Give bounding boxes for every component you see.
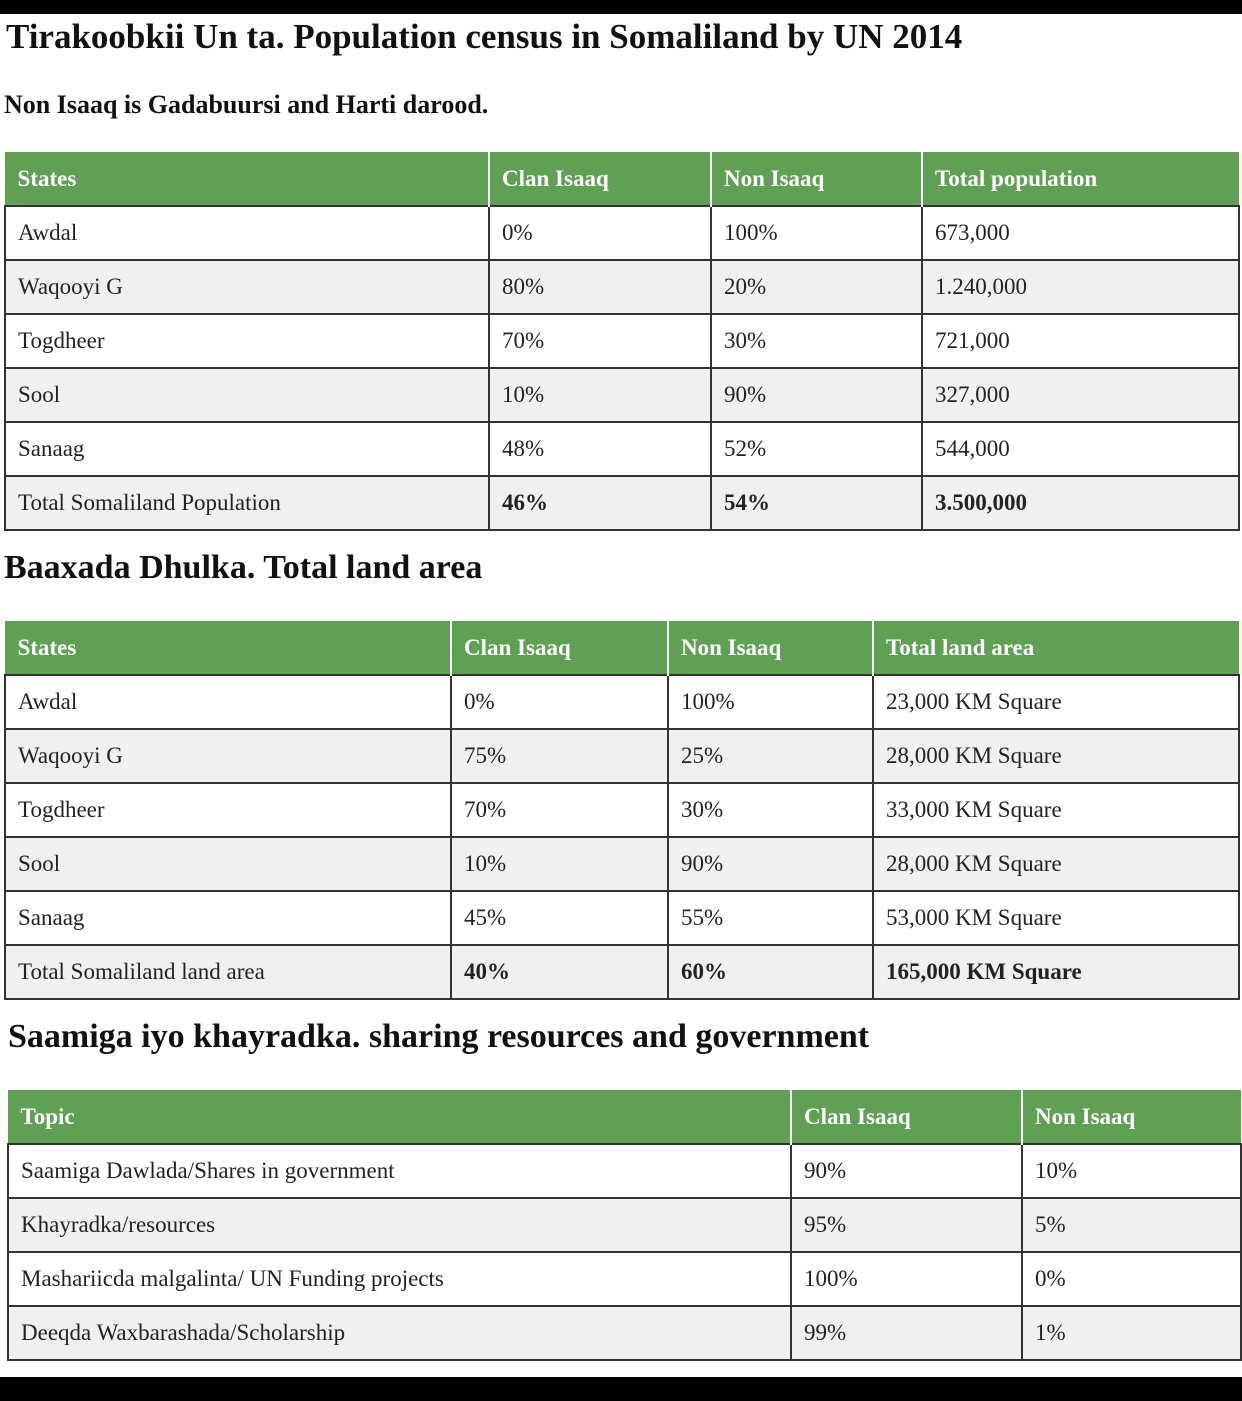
isaaq-cell: 80% bbox=[489, 260, 711, 314]
population-cell: 673,000 bbox=[922, 206, 1239, 260]
total-land-area-cell: 165,000 KM Square bbox=[873, 945, 1239, 999]
table-row bbox=[8, 1252, 1241, 1306]
total-row bbox=[5, 945, 1239, 999]
table-row bbox=[5, 729, 1239, 783]
population-cell: 544,000 bbox=[922, 422, 1239, 476]
population-cell: 721,000 bbox=[922, 314, 1239, 368]
table-row bbox=[5, 783, 1239, 837]
non-isaaq-cell: 5% bbox=[1022, 1198, 1241, 1252]
table-row bbox=[5, 260, 1239, 314]
table-row bbox=[5, 422, 1239, 476]
table-row bbox=[5, 206, 1239, 260]
population-table bbox=[4, 152, 1240, 531]
sharing-title: Saamiga iyo khayradka. sharing resources and government bbox=[8, 1018, 870, 1055]
total-isaaq-cell: 40% bbox=[451, 945, 668, 999]
table-row bbox=[5, 314, 1239, 368]
table-header-row bbox=[5, 153, 1239, 207]
table-row bbox=[5, 837, 1239, 891]
isaaq-cell: 90% bbox=[791, 1144, 1022, 1198]
state-cell: Waqooyi G bbox=[5, 729, 451, 783]
state-cell: Awdal bbox=[5, 675, 451, 729]
bottom-black-bar bbox=[0, 1377, 1242, 1401]
column-header: States bbox=[5, 153, 489, 207]
isaaq-cell: 45% bbox=[451, 891, 668, 945]
isaaq-cell: 95% bbox=[791, 1198, 1022, 1252]
isaaq-cell: 100% bbox=[791, 1252, 1022, 1306]
isaaq-cell: 10% bbox=[451, 837, 668, 891]
table-row bbox=[5, 891, 1239, 945]
topic-cell: Deeqda Waxbarashada/Scholarship bbox=[8, 1306, 791, 1360]
table-row bbox=[5, 368, 1239, 422]
land-area-cell: 28,000 KM Square bbox=[873, 837, 1239, 891]
table-row bbox=[8, 1306, 1241, 1360]
non-isaaq-cell: 90% bbox=[668, 837, 873, 891]
column-header: Total land area bbox=[873, 622, 1239, 676]
land-area-cell: 23,000 KM Square bbox=[873, 675, 1239, 729]
isaaq-cell: 70% bbox=[451, 783, 668, 837]
column-header: Clan Isaaq bbox=[791, 1091, 1022, 1145]
non-isaaq-cell: 55% bbox=[668, 891, 873, 945]
column-header: Total population bbox=[922, 153, 1239, 207]
table-row bbox=[8, 1198, 1241, 1252]
topic-cell: Khayradka/resources bbox=[8, 1198, 791, 1252]
column-header: Topic bbox=[8, 1091, 791, 1145]
table-row bbox=[5, 675, 1239, 729]
non-isaaq-cell: 100% bbox=[668, 675, 873, 729]
total-label-cell: Total Somaliland land area bbox=[5, 945, 451, 999]
non-isaaq-cell: 90% bbox=[711, 368, 922, 422]
isaaq-cell: 0% bbox=[451, 675, 668, 729]
column-header: Non Isaaq bbox=[668, 622, 873, 676]
land-area-cell: 28,000 KM Square bbox=[873, 729, 1239, 783]
topic-cell: Mashariicda malgalinta/ UN Funding projects bbox=[8, 1252, 791, 1306]
total-label-cell: Total Somaliland Population bbox=[5, 476, 489, 530]
state-cell: Togdheer bbox=[5, 314, 489, 368]
non-isaaq-cell: 30% bbox=[711, 314, 922, 368]
non-isaaq-cell: 20% bbox=[711, 260, 922, 314]
isaaq-cell: 10% bbox=[489, 368, 711, 422]
non-isaaq-cell: 0% bbox=[1022, 1252, 1241, 1306]
isaaq-cell: 75% bbox=[451, 729, 668, 783]
land-area-cell: 33,000 KM Square bbox=[873, 783, 1239, 837]
isaaq-cell: 70% bbox=[489, 314, 711, 368]
total-non-isaaq-cell: 54% bbox=[711, 476, 922, 530]
land-area-table bbox=[4, 621, 1240, 1000]
state-cell: Sool bbox=[5, 368, 489, 422]
column-header: Non Isaaq bbox=[711, 153, 922, 207]
state-cell: Awdal bbox=[5, 206, 489, 260]
non-isaaq-cell: 10% bbox=[1022, 1144, 1241, 1198]
sharing-table bbox=[7, 1090, 1242, 1361]
land-area-title: Baaxada Dhulka. Total land area bbox=[4, 549, 483, 586]
non-isaaq-cell: 30% bbox=[668, 783, 873, 837]
state-cell: Sool bbox=[5, 837, 451, 891]
non-isaaq-cell: 25% bbox=[668, 729, 873, 783]
column-header: Clan Isaaq bbox=[451, 622, 668, 676]
total-population-cell: 3.500,000 bbox=[922, 476, 1239, 530]
total-isaaq-cell: 46% bbox=[489, 476, 711, 530]
page-title: Tirakoobkii Un ta. Population census in Somaliland by UN 2014 bbox=[6, 17, 963, 56]
topic-cell: Saamiga Dawlada/Shares in government bbox=[8, 1144, 791, 1198]
land-area-cell: 53,000 KM Square bbox=[873, 891, 1239, 945]
state-cell: Waqooyi G bbox=[5, 260, 489, 314]
state-cell: Sanaag bbox=[5, 422, 489, 476]
non-isaaq-cell: 1% bbox=[1022, 1306, 1241, 1360]
isaaq-cell: 0% bbox=[489, 206, 711, 260]
population-cell: 1.240,000 bbox=[922, 260, 1239, 314]
column-header: Non Isaaq bbox=[1022, 1091, 1241, 1145]
state-cell: Togdheer bbox=[5, 783, 451, 837]
total-non-isaaq-cell: 60% bbox=[668, 945, 873, 999]
population-cell: 327,000 bbox=[922, 368, 1239, 422]
isaaq-cell: 99% bbox=[791, 1306, 1022, 1360]
total-row bbox=[5, 476, 1239, 530]
non-isaaq-cell: 100% bbox=[711, 206, 922, 260]
table-header-row bbox=[5, 622, 1239, 676]
isaaq-cell: 48% bbox=[489, 422, 711, 476]
table-header-row bbox=[8, 1091, 1241, 1145]
top-black-bar bbox=[0, 0, 1242, 14]
column-header: Clan Isaaq bbox=[489, 153, 711, 207]
table-row bbox=[8, 1144, 1241, 1198]
column-header: States bbox=[5, 622, 451, 676]
state-cell: Sanaag bbox=[5, 891, 451, 945]
non-isaaq-cell: 52% bbox=[711, 422, 922, 476]
page-note: Non Isaaq is Gadabuursi and Harti darood. bbox=[4, 90, 489, 119]
